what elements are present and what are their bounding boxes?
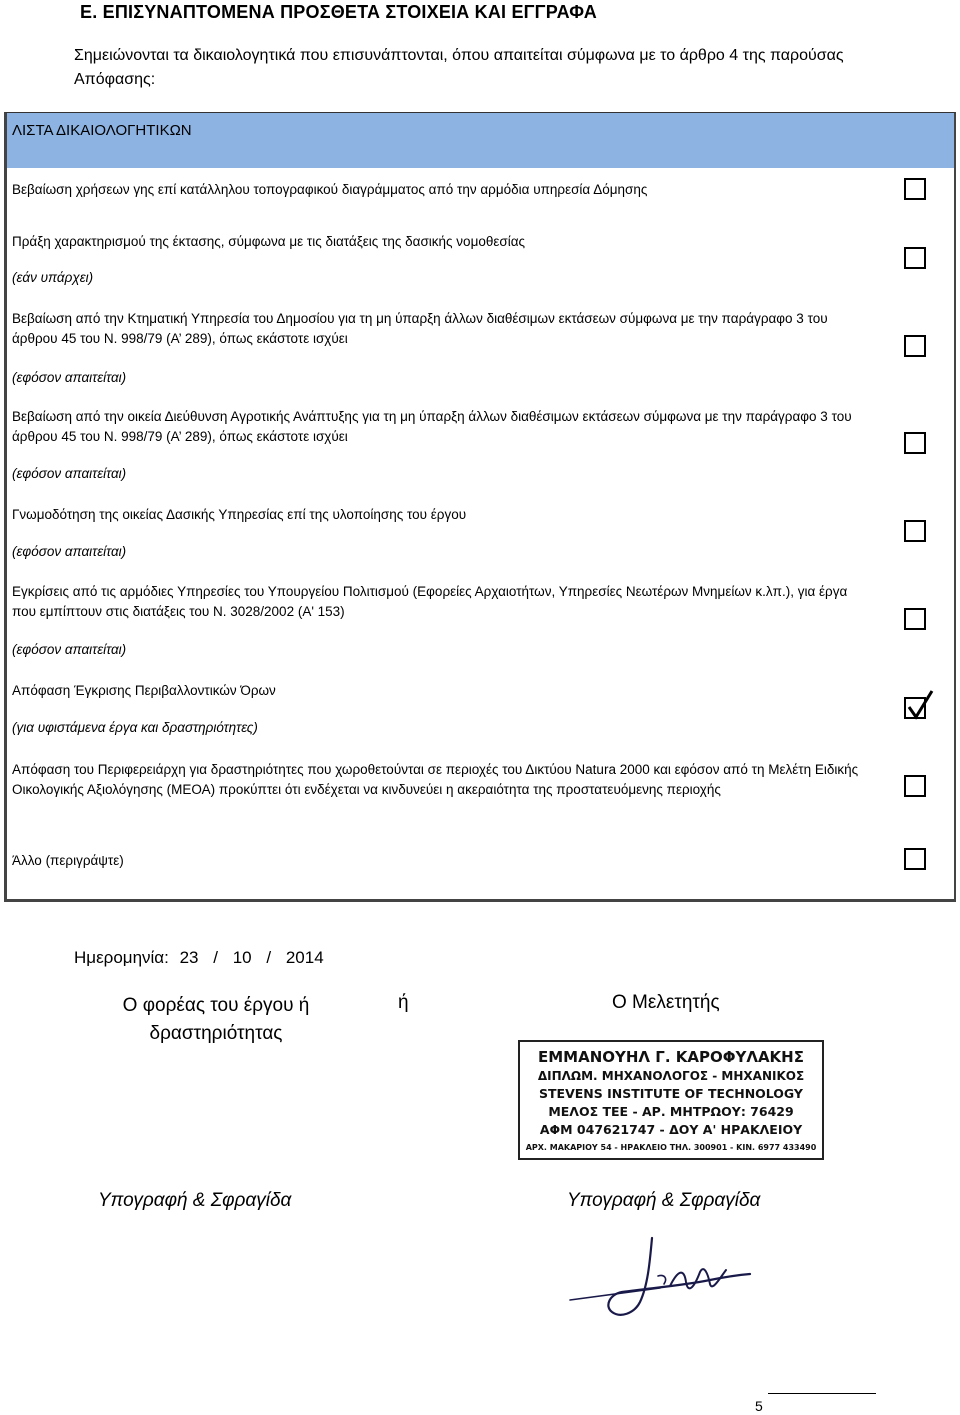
left-signature-label: Υπογραφή & Σφραγίδα xyxy=(98,1190,292,1211)
engineer-stamp-image xyxy=(518,1040,824,1160)
item-note: (εάν υπάρχει) xyxy=(12,270,94,285)
checkbox-item-6[interactable] xyxy=(904,608,926,630)
checkbox-item-2[interactable] xyxy=(904,247,926,269)
stamp-line: ΑΡΧ. ΜΑΚΑΡΙΟΥ 54 - ΗΡΑΚΛΕΙΟ ΤΗΛ. 300901 - ΚΙΝ. 6977 433490 xyxy=(525,1143,817,1152)
date-year: 2014 xyxy=(285,948,324,967)
list-item: Απόφαση Έγκρισης Περιβαλλοντικών Όρων xyxy=(12,683,276,698)
stamp-line: ΑΦΜ 047621747 - ΔΟΥ Α' ΗΡΑΚΛΕΙΟΥ xyxy=(539,1122,803,1137)
right-signatory-title: Ο Μελετητής xyxy=(612,992,720,1013)
date-line xyxy=(74,948,324,968)
date-sep: / xyxy=(213,948,218,967)
item-note: (εφόσον απαιτείται) xyxy=(12,642,127,657)
checkbox-item-3[interactable] xyxy=(904,335,926,357)
intro-text: Σημειώνονται τα δικαιολογητικά που επισυνάπτονται, όπου απαιτείται σύμφωνα με το άρθρο 4 της παρούσας Απόφασης: xyxy=(74,47,844,88)
list-item: Γνωμοδότηση της οικείας Δασικής Υπηρεσίας επί της υλοποίησης του έργου xyxy=(12,507,467,522)
or-text: ή xyxy=(398,992,409,1013)
footer-rule xyxy=(768,1393,876,1394)
right-signature-label: Υπογραφή & Σφραγίδα xyxy=(567,1190,761,1211)
list-title: ΛΙΣΤΑ ΔΙΚΑΙΟΛΟΓΗΤΙΚΩΝ xyxy=(12,122,192,139)
list-item: Εγκρίσεις από τις αρμόδιες Υπηρεσίες του Υπουργείου Πολιτισμού (Εφορείες Αρχαιοτήτων, Υπηρεσίες Νεωτέρων Μνημείων κ.λπ.), για έργα που εμπίπτουν στις διατάξεις του Ν. 3028/2002 (Α' 153) xyxy=(12,584,848,619)
section-title: Ε. ΕΠΙΣΥΝΑΠΤΟΜΕΝΑ ΠΡΟΣΘΕΤΑ ΣΤΟΙΧΕΙΑ ΚΑΙ ΕΓΓΡΑΦΑ xyxy=(80,2,597,22)
stamp-line: ΕΜΜΑΝΟΥΗΛ Γ. ΚΑΡΟΦΥΛΑΚΗΣ xyxy=(538,1048,804,1066)
date-day: 23 xyxy=(179,948,199,967)
list-item: Άλλο (περιγράψτε) xyxy=(12,853,124,868)
list-item: Πράξη χαρακτηρισμού της έκτασης, σύμφωνα με τις διατάξεις της δασικής νομοθεσίας xyxy=(12,234,526,249)
date-month: 10 xyxy=(232,948,252,967)
list-item: Απόφαση του Περιφερειάρχη για δραστηριότητες που χωροθετούνται σε περιοχές του Δικτύου Natura 2000 και εφόσον από τη Μελέτη Ειδικής Οικολογικής Αξιολόγησης (ΜΕΟΑ) προκύπτει ότι ενδέχεται να κινδυνεύει η ακεραιότητα της προστατευόμενης περιοχής xyxy=(12,762,859,797)
checkbox-item-9[interactable] xyxy=(904,848,926,870)
checkbox-item-8[interactable] xyxy=(904,775,926,797)
checkbox-item-4[interactable] xyxy=(904,432,926,454)
stamp-line: ΜΕΛΟΣ ΤΕΕ - ΑΡ. ΜΗΤΡΩΟΥ: 76429 xyxy=(548,1104,794,1119)
item-note: (για υφιστάμενα έργα και δραστηριότητες) xyxy=(12,720,258,735)
date-label: Ημερομηνία: xyxy=(74,948,169,967)
item-note: (εφόσον απαιτείται) xyxy=(12,370,127,385)
item-note: (εφόσον απαιτείται) xyxy=(12,466,127,481)
item-note: (εφόσον απαιτείται) xyxy=(12,544,127,559)
page-number: 5 xyxy=(755,1398,763,1414)
handwritten-signature-image xyxy=(560,1230,760,1330)
checkbox-item-1[interactable] xyxy=(904,178,926,200)
list-item: Βεβαίωση από την οικεία Διεύθυνση Αγροτικής Ανάπτυξης για τη μη ύπαρξη άλλων διαθέσιμων εκτάσεων σύμφωνα με την παράγραφο 3 του άρθρου 45 του Ν. 998/79 (Α’ 289), όπως εκάστοτε ισχύει xyxy=(12,409,852,444)
stamp-line: STEVENS INSTITUTE OF TECHNOLOGY xyxy=(539,1086,803,1101)
left-signatory-title: Ο φορέας του έργου ή δραστηριότητας xyxy=(122,995,310,1044)
list-item: Βεβαίωση χρήσεων γης επί κατάλληλου τοπογραφικού διαγράμματος από την αρμόδια υπηρεσία Δόμησης xyxy=(12,182,648,197)
checkbox-item-5[interactable] xyxy=(904,520,926,542)
checkmark-icon xyxy=(906,689,936,723)
list-item: Βεβαίωση από την Κτηματική Υπηρεσία του Δημοσίου για τη μη ύπαρξη άλλων διαθέσιμων εκτάσεων σύμφωνα με την παράγραφο 3 του άρθρου 45 του Ν. 998/79 (Α’ 289), όπως εκάστοτε ισχύει xyxy=(12,311,828,346)
stamp-line: ΔΙΠΛΩΜ. ΜΗΧΑΝΟΛΟΓΟΣ - ΜΗΧΑΝΙΚΟΣ xyxy=(537,1069,805,1083)
date-sep: / xyxy=(266,948,272,967)
checkbox-item-7[interactable] xyxy=(904,697,926,719)
